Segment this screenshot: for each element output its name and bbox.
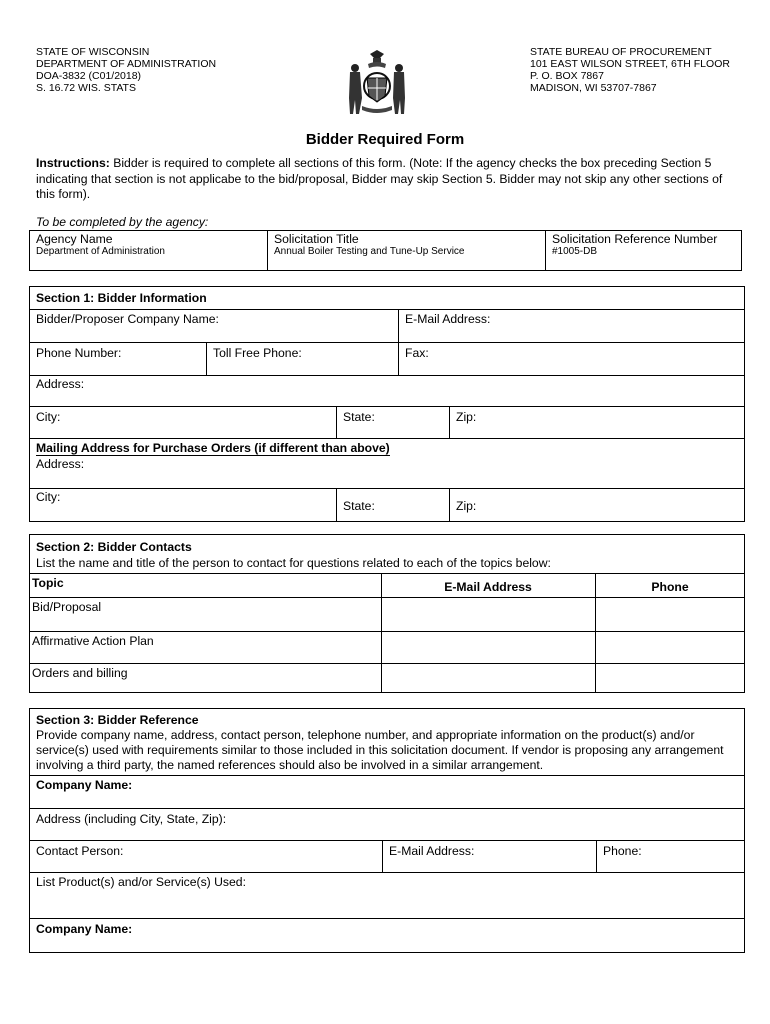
agency-name-cell[interactable]: [30, 231, 268, 271]
form-title: Bidder Required Form: [305, 131, 465, 148]
fax-field[interactable]: Fax:: [405, 346, 429, 360]
email-header: E-Mail Address: [444, 580, 532, 594]
agency-table: [29, 230, 742, 271]
instructions-text: Bidder is required to complete all sections of this form. (Note: If the agency checks the box preceding Section 5 indicating that section is not applicabe to the bid/proposal, Bidder may skip Section 5. Bidder may not skip any other sections of this form).: [36, 156, 723, 201]
reference-contact-field[interactable]: Contact Person:: [36, 844, 124, 858]
divider: [29, 375, 745, 376]
agency-name-label: Agency Name: [36, 232, 113, 246]
header-line: DEPARTMENT OF ADMINISTRATION: [36, 58, 217, 70]
divider: [449, 488, 450, 522]
divider: [449, 406, 450, 438]
divider: [336, 488, 337, 522]
header-line: DOA-3832 (C01/2018): [36, 70, 142, 82]
reference-products-field[interactable]: List Product(s) and/or Service(s) Used:: [36, 875, 246, 889]
contact-row-label: Affirmative Action Plan: [32, 634, 154, 648]
divider: [29, 631, 745, 632]
solicitation-title-value: Annual Boiler Testing and Tune-Up Service: [274, 246, 465, 257]
divider: [595, 573, 596, 693]
section1-title: Section 1: Bidder Information: [36, 291, 207, 305]
reference-number-cell[interactable]: [546, 231, 742, 271]
divider: [29, 808, 745, 809]
reference-company-name-field-2[interactable]: Company Name:: [36, 922, 133, 936]
divider: [336, 406, 337, 438]
divider: [381, 573, 382, 693]
reference-email-field[interactable]: E-Mail Address:: [389, 844, 475, 858]
company-name-field[interactable]: Bidder/Proposer Company Name:: [36, 312, 219, 326]
divider: [596, 840, 597, 872]
mailing-address-title: Mailing Address for Purchase Orders (if different than above): [36, 441, 390, 455]
divider: [29, 597, 745, 598]
contact-row-label: Orders and billing: [32, 666, 128, 680]
agency-section-label: To be completed by the agency:: [36, 215, 209, 229]
city-field[interactable]: City:: [36, 410, 61, 424]
reference-phone-field[interactable]: Phone:: [603, 844, 642, 858]
divider: [382, 840, 383, 872]
agency-name-value: Department of Administration: [36, 246, 165, 257]
divider: [29, 918, 745, 919]
header-line: STATE OF WISCONSIN: [36, 46, 150, 58]
mailing-state-field[interactable]: State:: [343, 499, 375, 513]
reference-address-field[interactable]: Address (including City, State, Zip):: [36, 812, 227, 826]
header-line: P. O. BOX 7867: [530, 70, 604, 82]
reference-company-name-field[interactable]: Company Name:: [36, 778, 133, 792]
header-line: 101 EAST WILSON STREET, 6TH FLOOR: [530, 58, 730, 70]
divider: [206, 342, 207, 375]
section2-subtitle: List the name and title of the person to contact for questions related to each of the topics below:: [36, 556, 551, 570]
divider: [29, 872, 745, 873]
mailing-address-field[interactable]: Address:: [36, 457, 85, 471]
phone-field[interactable]: Phone Number:: [36, 346, 122, 360]
phone-header: Phone: [651, 580, 689, 594]
divider: [29, 488, 745, 489]
state-field[interactable]: State:: [343, 410, 375, 424]
header-line: S. 16.72 WIS. STATS: [36, 82, 136, 94]
divider: [29, 573, 745, 574]
zip-field[interactable]: Zip:: [456, 410, 477, 424]
section2-title: Section 2: Bidder Contacts: [36, 540, 192, 554]
topic-header: Topic: [32, 576, 64, 590]
solicitation-title-label: Solicitation Title: [274, 232, 359, 246]
solicitation-title-cell[interactable]: [268, 231, 546, 271]
section3-text: Provide company name, address, contact person, telephone number, and appropriate information on the product(s) and/or service(s) used with requirements similar to those included in this solicitation document. If vendor is proposing any arrangement involving a third party, the named references should also be involved in a similar arrangement.: [36, 728, 724, 772]
email-field[interactable]: E-Mail Address:: [405, 312, 491, 326]
mailing-zip-field[interactable]: Zip:: [456, 499, 477, 513]
reference-number-value: #1005-DB: [552, 246, 598, 257]
reference-number-label: Solicitation Reference Number: [552, 232, 718, 246]
mailing-city-field[interactable]: City:: [36, 490, 61, 504]
wisconsin-state-seal-icon: [340, 48, 414, 127]
divider: [29, 775, 745, 776]
divider: [29, 840, 745, 841]
toll-free-field[interactable]: Toll Free Phone:: [213, 346, 302, 360]
divider: [29, 406, 745, 407]
header-line: MADISON, WI 53707-7867: [530, 82, 657, 94]
instructions-label: Instructions:: [36, 156, 110, 170]
section3-title: Section 3: Bidder Reference: [36, 713, 199, 727]
address-field[interactable]: Address:: [36, 377, 85, 391]
contact-row-label: Bid/Proposal: [32, 600, 102, 614]
divider: [29, 309, 745, 310]
divider: [29, 342, 745, 343]
header-line: STATE BUREAU OF PROCUREMENT: [530, 46, 712, 58]
agency-header: [36, 46, 216, 94]
bureau-header: [530, 46, 730, 94]
divider: [29, 438, 745, 439]
instructions: [36, 156, 736, 203]
divider: [29, 663, 745, 664]
